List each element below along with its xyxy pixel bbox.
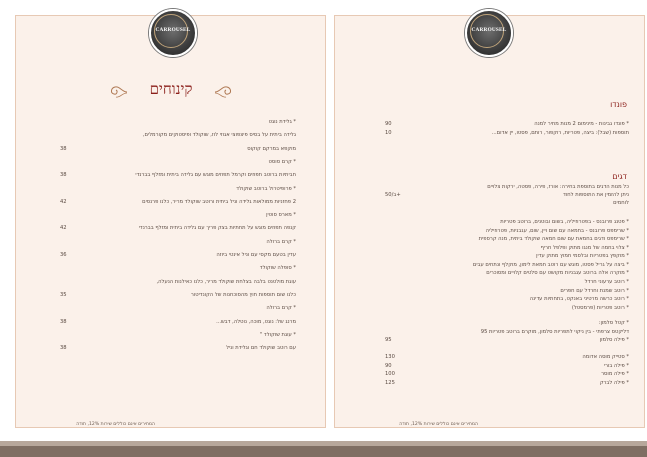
menu-item-price: 95 bbox=[385, 337, 392, 343]
menu-item-price: 100 bbox=[385, 371, 395, 378]
logo-text-right: CARROUSEL bbox=[471, 27, 507, 33]
menu-item bbox=[385, 304, 629, 312]
menu-page-left bbox=[15, 15, 326, 428]
menu-item-text: דליקטס צרפתי - בין ניקוי לתפריות סלמון, מוקרם ברוטב פטריות 95 bbox=[480, 328, 629, 335]
desserts-header bbox=[106, 78, 236, 104]
menu-item bbox=[60, 344, 296, 352]
menu-item-text: * פילה סלמון bbox=[599, 337, 629, 343]
menu-item bbox=[60, 198, 296, 206]
menu-item-text: חביתיות ברוטב תפוזים וקרמל תפוזים מוגש עם גלידה ביתית ומזלף בברנדי bbox=[135, 172, 296, 179]
menu-item bbox=[385, 252, 629, 260]
fish-intro-text: לוחמים bbox=[613, 200, 629, 206]
menu-item bbox=[385, 244, 629, 252]
menu-item-text: * רוטב ערעוני חרדל bbox=[584, 279, 629, 285]
menu-item-text: * פונדו גבינות - מינימום 2 מנות מחיר למנה bbox=[534, 121, 629, 127]
menu-item bbox=[60, 131, 296, 139]
menu-item bbox=[385, 120, 629, 128]
menu-item bbox=[60, 145, 296, 153]
menu-item bbox=[60, 118, 296, 126]
menu-item-text: * פילה לברק bbox=[599, 380, 629, 387]
fish-intro-text: ניתן להזמין את התוספות לחוד bbox=[563, 192, 629, 198]
desserts-title: קינוחים bbox=[149, 80, 193, 98]
menu-item-price: 90 bbox=[385, 121, 392, 127]
menu-item bbox=[60, 158, 296, 166]
menu-item-price: 38 bbox=[60, 345, 67, 352]
page-footer-right: המחירים אינם כוללים שירות 12%, תודה bbox=[399, 422, 478, 427]
menu-item-price: 38 bbox=[60, 145, 67, 152]
menu-item bbox=[60, 185, 296, 193]
menu-item bbox=[60, 171, 296, 179]
menu-item bbox=[385, 269, 629, 277]
menu-item-text: עוגת מולטנט בלבה בצלחת שוקולד מריר, כלנו כאילנות הנעלה, bbox=[156, 278, 296, 285]
menu-item bbox=[60, 251, 296, 259]
fish-intro-price: ב/50+ bbox=[385, 192, 401, 198]
menu-item-price: 36 bbox=[60, 252, 67, 258]
menu-item bbox=[385, 328, 629, 336]
menu-item bbox=[385, 218, 629, 226]
menu-item bbox=[385, 278, 629, 286]
menu-item-text: * סופלה שוקולד bbox=[259, 265, 296, 272]
menu-item bbox=[60, 304, 296, 312]
menu-item-text: * קרם סוסט bbox=[268, 158, 296, 165]
menu-item bbox=[385, 379, 629, 387]
menu-item bbox=[385, 353, 629, 361]
bottom-bar-dark bbox=[0, 446, 647, 457]
menu-item-text: * מארס סוטין bbox=[266, 212, 296, 219]
menu-item-text: מרנג של: נוגט, מוכה, נוטלה, דבש... bbox=[216, 318, 296, 325]
menu-item bbox=[385, 227, 629, 235]
menu-item-price: 42 bbox=[60, 198, 67, 205]
menu-item-text: קנפה תפוזים מוגש על תחתיות בצק פריך עם גלידה ביתית ומזלף בברנדי bbox=[138, 225, 296, 232]
menu-item-text: * פרופיטרול ברוטב שוקולד bbox=[236, 185, 296, 192]
menu-item bbox=[60, 278, 296, 286]
menu-item-text: * פטנג פרובנס - בפטרוזיליה, בשום ובוטנים, ברוטב פטריות bbox=[500, 219, 629, 225]
fish-intro-line bbox=[385, 183, 629, 191]
menu-item-price: 10 bbox=[385, 129, 392, 136]
menu-item bbox=[385, 336, 629, 344]
page-footer-left: המחירים אינם כוללים שירות 12%, תודה bbox=[76, 422, 155, 427]
menu-item bbox=[385, 370, 629, 378]
menu-item-text: גלידה ביתית על בסיס פיצפוצי אגוזי לוז, שוקולד ופיסטוקים מקורמלים, bbox=[142, 132, 296, 139]
menu-item-text: עדין בטעם מקסי עם וניל אינטי ביוזה bbox=[216, 252, 296, 258]
menu-item-price: 90 bbox=[385, 362, 392, 369]
menu-item-text: * עוגת שוקולד " bbox=[259, 331, 296, 338]
menu-item-text: מוקפא במרקם קוקוס bbox=[247, 145, 296, 152]
menu-item-price: 35 bbox=[60, 291, 67, 298]
menu-item-text: * שרימפס פרובנס - בחמאה עם שום ויין, שום, עגבניות, פטרוזיליה bbox=[485, 227, 629, 234]
menu-item-text: * רוטב שמנת וחרדל עם חפרים bbox=[560, 287, 629, 294]
menu-item-price: 125 bbox=[385, 380, 395, 387]
menu-item-text: * מוקרה אלה ברוטב עגבניות מקושט עם סלטים קלויים ומסוכרים bbox=[486, 270, 629, 276]
logo-text: CARROUSEL bbox=[155, 27, 191, 33]
menu-item bbox=[60, 238, 296, 246]
menu-item-text: * ביצה על גריל פסטו, מוגש עם רוטב חמאת לימון, מוקלף ונתחים עבים bbox=[472, 261, 629, 268]
carrousel-logo-right bbox=[465, 9, 513, 57]
menu-item-text: * שרימפס ודגים בחמאת עם שום חמאה שוקולד ביתית, מנה קרספית bbox=[478, 236, 629, 242]
menu-item bbox=[60, 331, 296, 339]
menu-item bbox=[60, 291, 296, 299]
menu-item bbox=[385, 261, 629, 269]
menu-item bbox=[60, 318, 296, 326]
menu-item bbox=[60, 224, 296, 232]
menu-item-text: * פילה מוסר bbox=[601, 371, 629, 378]
menu-item bbox=[60, 264, 296, 272]
menu-item-text: * גלידת נוגט bbox=[268, 119, 296, 125]
menu-item-text: * פילה בורי bbox=[603, 362, 629, 369]
menu-item-price: 38 bbox=[60, 172, 67, 179]
menu-item-text: * צלוי בחמה של מנגו מתוק ופלפל חריף bbox=[540, 244, 629, 251]
menu-item-text: 2 פחזניות ממולאות גלידה וניל ביתית ורוטב שוקולד מריר, כלנו פרנסים bbox=[142, 198, 296, 205]
menu-item-text: תוספות (שבל): ביצה, פטריות, רוקפור, רותם, פסטו, יין אדום... bbox=[491, 129, 629, 136]
menu-item-price: 130 bbox=[385, 354, 395, 360]
menu-item-text: * קטל סלמון: bbox=[598, 320, 629, 326]
menu-item-text: * רוטב פטריות (פרמסטל) bbox=[571, 304, 629, 311]
menu-item bbox=[385, 362, 629, 370]
menu-item-text: * רוטב כרשה מרטיני באנקט, בתחתיות עדינה bbox=[529, 296, 629, 302]
menu-item-text: * קרם ברולה bbox=[266, 305, 296, 312]
fish-intro-text: כל מנות הדגים בתוספת בחירה: אורז, פירה, פסטה, ירקות צלויים bbox=[487, 184, 629, 190]
menu-item bbox=[385, 319, 629, 327]
menu-item bbox=[385, 287, 629, 295]
menu-item bbox=[385, 235, 629, 243]
carrousel-logo bbox=[149, 9, 197, 57]
ornament-right-icon bbox=[214, 83, 236, 101]
ornament-left-icon bbox=[106, 83, 128, 101]
menu-item-text: * מוקפץ בפטריות ובלסמי חמוץ מתוק עדין bbox=[536, 253, 629, 259]
menu-item bbox=[60, 211, 296, 219]
fish-title: דגים bbox=[612, 172, 627, 181]
menu-item-price: 42 bbox=[60, 225, 67, 232]
menu-item bbox=[385, 295, 629, 303]
fish-intro-line bbox=[385, 191, 629, 199]
menu-item-text: כלנו שום תוספות חוץ מהסוכחנות של הקונדיטור bbox=[190, 291, 296, 298]
menu-item-text: עם רוטב שוקולד חם וגלידת וניל bbox=[226, 345, 296, 352]
menu-item-text: * קרם ברולה bbox=[266, 238, 296, 245]
menu-page-right bbox=[334, 15, 645, 428]
menu-item-price: 38 bbox=[60, 318, 67, 325]
menu-item-text: * סטייק מוסה אדומה bbox=[582, 354, 629, 360]
fondue-title: פונדו bbox=[610, 100, 627, 109]
menu-item bbox=[385, 129, 629, 137]
fish-intro-line bbox=[385, 199, 629, 207]
